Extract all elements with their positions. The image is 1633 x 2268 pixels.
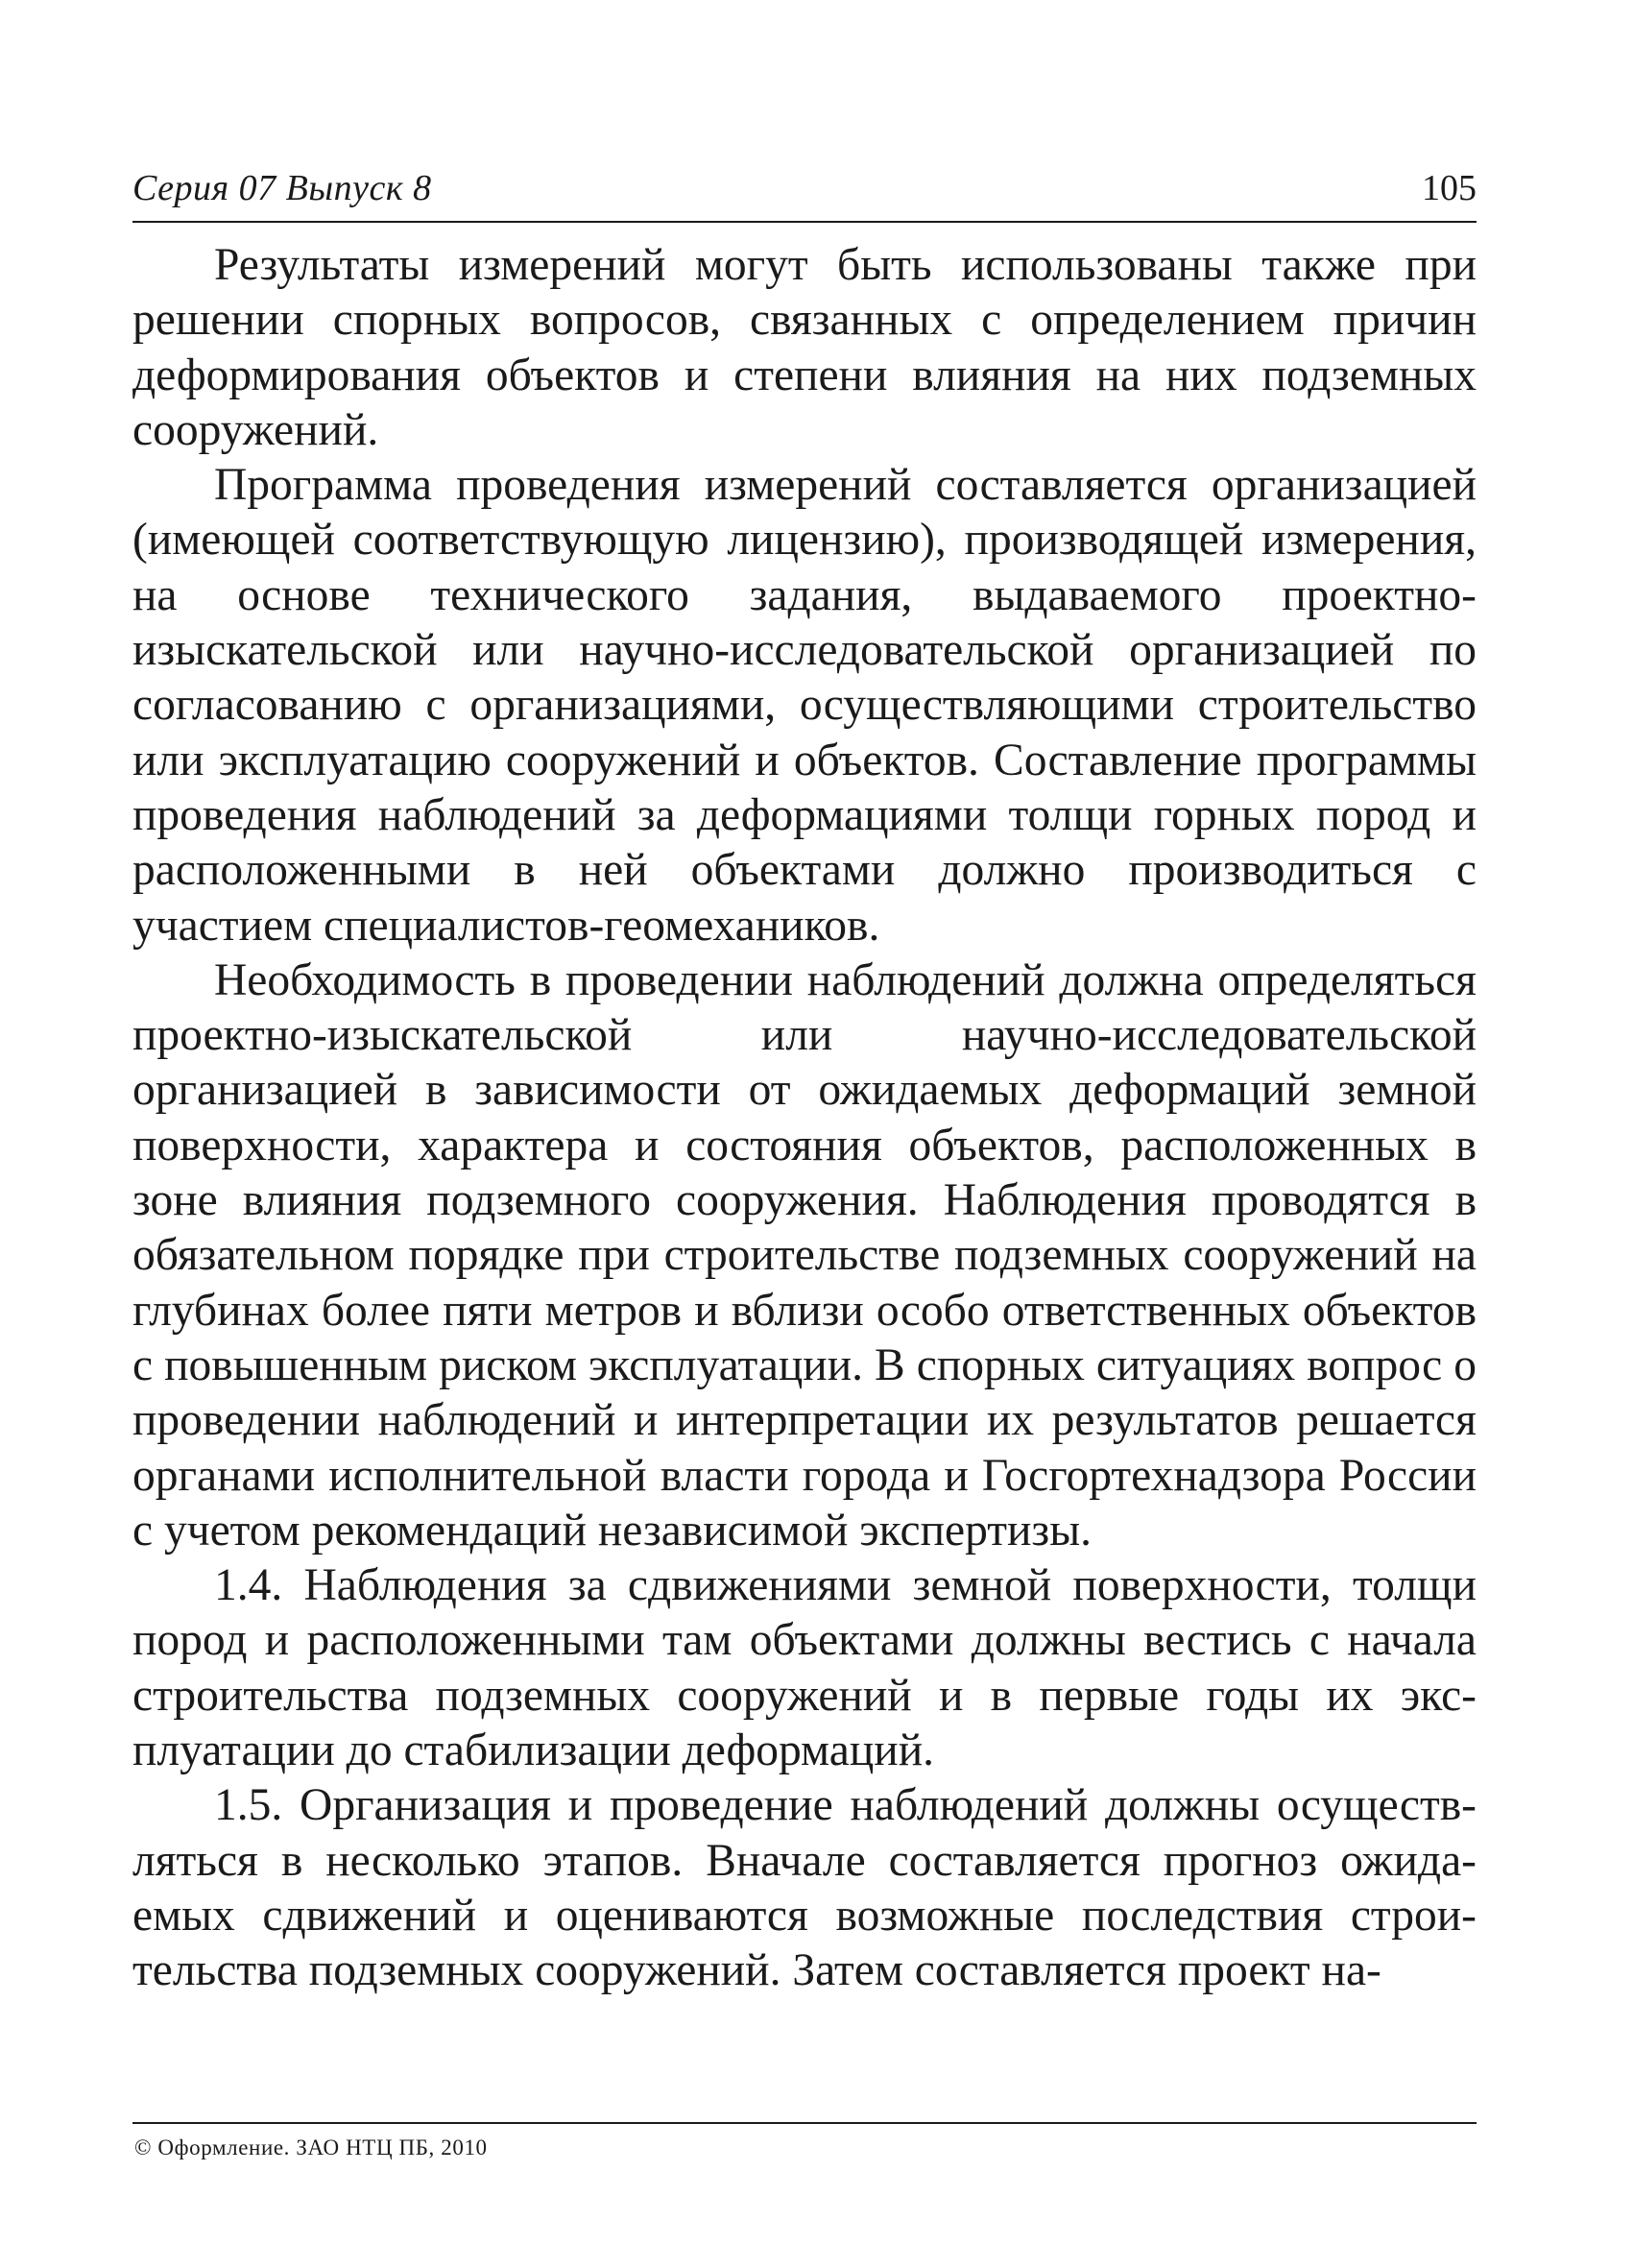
running-header (132, 163, 1477, 223)
series-title: Серия 07 Выпуск 8 (132, 168, 432, 208)
body-text (132, 238, 1477, 1999)
paragraph: Необходимость в проведении наблюдений должна определяться проектно-изыскательской или научно-исследовательской организацией в зависимости от ожидаемых деформаций земной поверхности, характера и состояния объектов, расположенных в зоне влияния подземного сооружения. Наблюдения проводятся в обязательном порядке при строительстве подземных сооружений на глубинах более пяти метров и вблизи особо ответственных объектов с повышенным риском эксплуатации. В спорных ситуациях вопрос о проведении наблюдений и интерпретации их результатов решается органами исполнительной власти города и Госгортехнадзора России с учетом рекомендаций независимой экспертизы. (132, 954, 1477, 1556)
page-number: 105 (1422, 168, 1477, 208)
paragraph: Результаты измерений могут быть использованы также при решении спорных вопросов, связанных с определением причин деформирования объектов и степени влияния на них подземных сооружений. (132, 240, 1477, 455)
paragraph: 1.4. Наблюдения за сдвижениями земной поверхности, толщи пород и расположенными там объектами должны вестись с начала строительства подземных сооружений и в первые годы их эксплуатации до стабилизации деформаций. (132, 1560, 1477, 1776)
paragraph: Программа проведения измерений составляется организацией (имеющей соответствующую лицензию), производящей измерения, на основе технического задания, выдаваемого проектно-изыскательской или научно-исследовательской организацией по согласованию с организациями, осуществляющими строительство или эксплуатацию сооружений и объектов. Составление программы проведения наблюдений за деформациями толщи горных пород и расположенными в ней объектами должно производиться с участием специалистов-геомехаников. (132, 460, 1477, 951)
document-page (132, 163, 1477, 1999)
copyright-notice: © Оформление. ЗАО НТЦ ПБ, 2010 (134, 2135, 488, 2159)
page-footer (132, 2122, 1477, 2160)
paragraph: 1.5. Организация и проведение наблюдений должны осуществляться в несколько этапов. Вначале составляется прогноз ожидаемых сдвижений и оцениваются возможные последствия строительства подземных сооружений. Затем составляется проект на- (132, 1780, 1477, 1996)
